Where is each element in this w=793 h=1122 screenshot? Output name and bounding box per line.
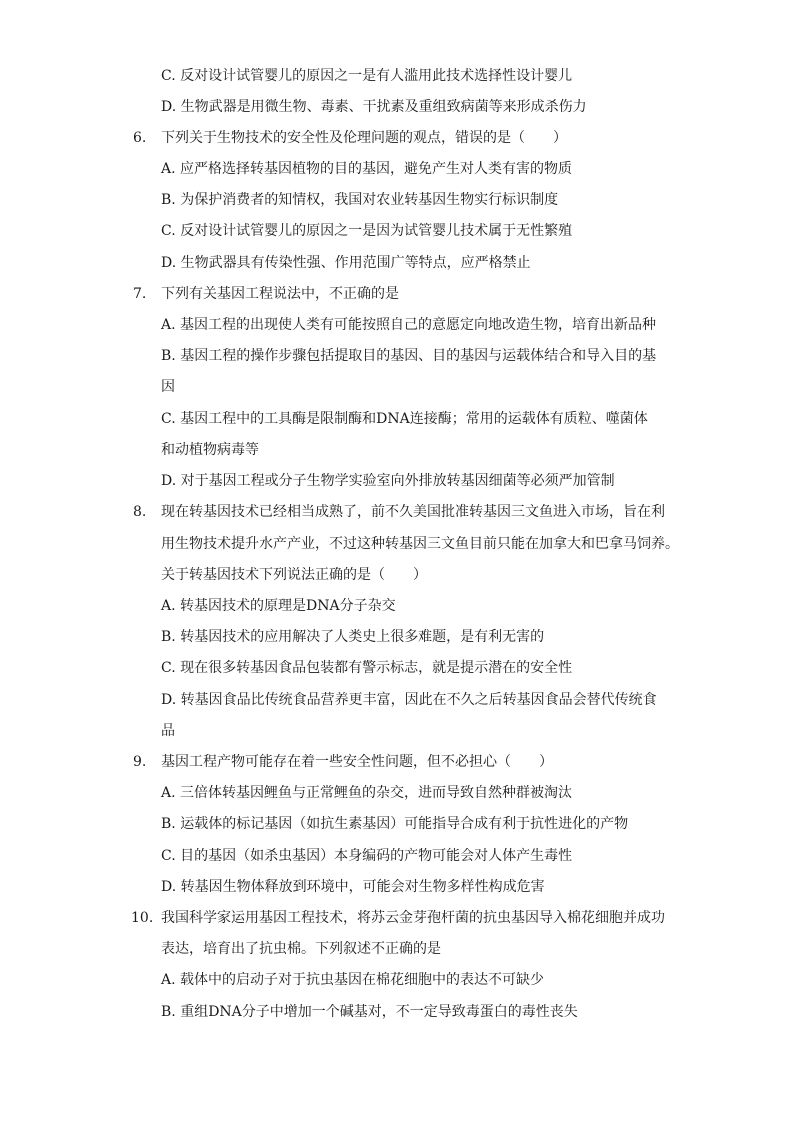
question-7-option-d: D. 对于基因工程或分子生物学实验室向外排放转基因细菌等必须严加管制 (161, 473, 615, 489)
question-7-option-a: A. 基因工程的出现使人类有可能按照自己的意愿定向地改造生物，培育出新品种 (161, 317, 657, 333)
option-d: D. 生物武器是用微生物、毒素、干扰素及重组致病菌等来形成杀伤力 (161, 99, 587, 115)
option-c: C. 反对设计试管婴儿的原因之一是有人滥用此技术选择性设计婴儿 (161, 68, 573, 84)
question-7-stem: 下列有关基因工程说法中，不正确的是 (161, 286, 399, 302)
question-6-number: 6. (133, 130, 147, 146)
question-9-stem: 基因工程产物可能存在着一些安全性问题，但不必担心（ ） (161, 754, 553, 770)
question-9-option-b: B. 运载体的标记基因（如抗生素基因）可能指导合成有利于抗性进化的产物 (161, 816, 629, 832)
question-7-option-b-line1: B. 基因工程的操作步骤包括提取目的基因、目的基因与运载体结合和导入目的基 (161, 348, 657, 364)
question-9-number: 9. (133, 754, 147, 770)
question-7-option-b-line2: 因 (161, 379, 175, 395)
question-6-option-a: A. 应严格选择转基因植物的目的基因，避免产生对人类有害的物质 (161, 161, 573, 177)
question-9-option-d: D. 转基因生物体释放到环境中，可能会对生物多样性构成危害 (161, 879, 545, 895)
question-8-option-b: B. 转基因技术的应用解决了人类史上很多难题，是有利无害的 (161, 629, 545, 645)
question-8-option-d-line1: D. 转基因食品比传统食品营养更丰富，因此在不久之后转基因食品会替代传统食 (161, 692, 657, 708)
question-9-option-c: C. 目的基因（如杀虫基因）本身编码的产物可能会对人体产生毒性 (161, 848, 573, 864)
question-6-option-d: D. 生物武器具有传染性强、作用范围广等特点，应严格禁止 (161, 255, 531, 271)
question-9-option-a: A. 三倍体转基因鲤鱼与正常鲤鱼的杂交，进而导致自然种群被淘汰 (161, 785, 573, 801)
question-10-option-b: B. 重组DNA分子中增加一个碱基对，不一定导致毒蛋白的毒性丧失 (161, 1004, 578, 1020)
question-10-number: 10. (131, 910, 154, 926)
question-6-stem: 下列关于生物技术的安全性及伦理问题的观点，错误的是（ ） (161, 130, 567, 146)
question-10-option-a: A. 载体中的启动子对于抗虫基因在棉花细胞中的表达不可缺少 (161, 972, 545, 988)
question-8-stem-line3: 关于转基因技术下列说法正确的是（ ） (161, 567, 427, 583)
question-10-stem-line1: 我国科学家运用基因工程技术，将苏云金芽孢杆菌的抗虫基因导入棉花细胞并成功 (161, 910, 665, 926)
question-10-stem-line2: 表达，培育出了抗虫棉。下列叙述不正确的是 (161, 941, 441, 957)
question-6-option-b: B. 为保护消费者的知情权，我国对农业转基因生物实行标识制度 (161, 192, 559, 208)
question-8-stem-line1: 现在转基因技术已经相当成熟了，前不久美国批准转基因三文鱼进入市场，旨在利 (161, 504, 665, 520)
question-6-option-c: C. 反对设计试管婴儿的原因之一是因为试管婴儿技术属于无性繁殖 (161, 223, 573, 239)
question-7-number: 7. (133, 286, 147, 302)
question-8-option-c: C. 现在很多转基因食品包装都有警示标志，就是提示潜在的安全性 (161, 660, 573, 676)
question-8-option-a: A. 转基因技术的原理是DNA分子杂交 (161, 598, 396, 614)
question-7-option-c-line1: C. 基因工程中的工具酶是限制酶和DNA连接酶；常用的运载体有质粒、噬菌体 (161, 411, 648, 427)
question-8-number: 8. (133, 504, 147, 520)
question-8-option-d-line2: 品 (161, 723, 175, 739)
question-7-option-c-line2: 和动植物病毒等 (161, 442, 259, 458)
question-8-stem-line2: 用生物技术提升水产产业，不过这种转基因三文鱼目前只能在加拿大和巴拿马饲养。 (161, 536, 679, 552)
